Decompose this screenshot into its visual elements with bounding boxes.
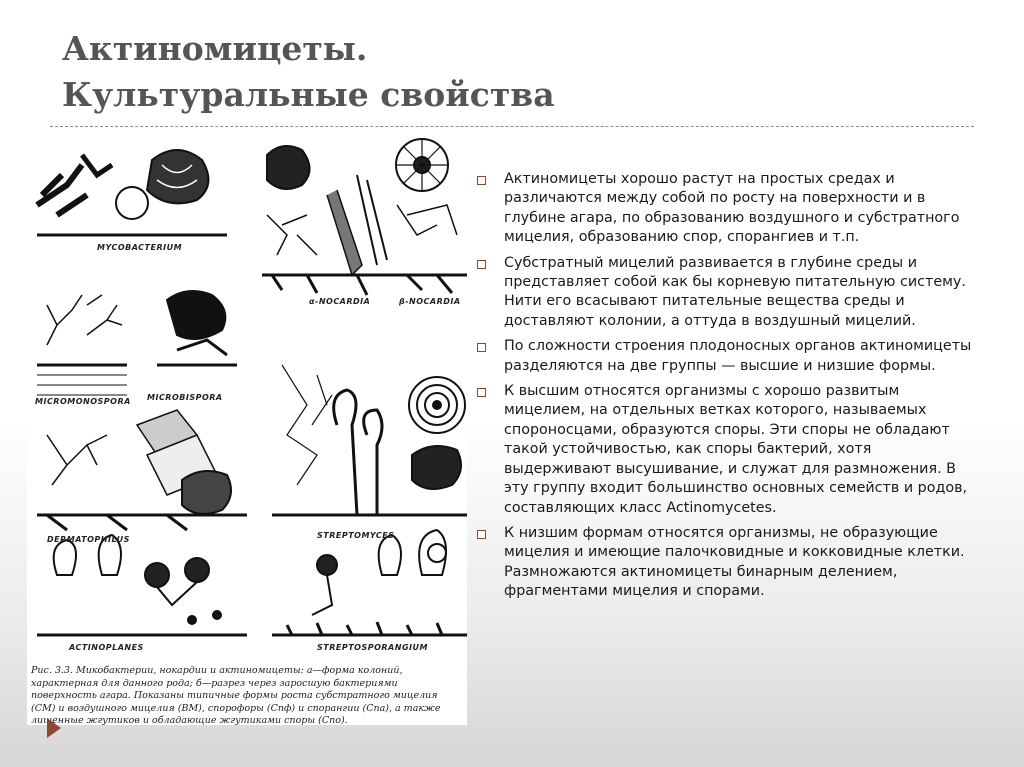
label-dermatophilus: DERMATOPHILUS — [47, 535, 130, 544]
next-slide-arrow-icon[interactable] — [47, 718, 61, 738]
label-mycobacterium: MYCOBACTERIUM — [97, 243, 183, 252]
nocardia-colony — [267, 146, 310, 189]
colony-circle — [116, 187, 148, 219]
label-actinoplanes: ACTINOPLANES — [69, 643, 144, 652]
colony-folded — [147, 150, 208, 203]
bullet-item — [477, 337, 982, 376]
bullet-item — [477, 254, 982, 332]
square-bullet-icon — [477, 260, 486, 269]
label-a-nocardia: α-NOCARDIA — [309, 297, 371, 306]
title-divider — [50, 126, 974, 127]
label-b-nocardia: β-NOCARDIA — [399, 297, 461, 306]
micromonospora-colony — [167, 291, 225, 339]
bullet-text: По сложности строения плодоносных органов актиномицеты разделяются на две группы — высшие и низшие формы. — [504, 338, 972, 374]
slide-title-line1: Актиномицеты. — [62, 29, 368, 68]
actinomycetes-figure — [27, 135, 467, 725]
bullet-text: К низшим формам относятся организмы, не образующие мицелия и имеющие палочковидные и кокковидные клетки. Размножаются актиномицеты бинарным делением, фрагментами мицелия и спорами. — [504, 524, 965, 600]
square-bullet-icon — [477, 388, 486, 397]
bullet-item — [477, 170, 982, 248]
bullet-text: Актиномицеты хорошо растут на простых средах и различаются между собой по росту на поверхности и в глубине агара, по образованию воздушного и субстратного мицелия, образованию спор, спорангиев и т.п. — [504, 171, 960, 246]
slide-title-line2: Культуральные свойства — [62, 75, 555, 114]
bullet-text: Субстратный мицелий развивается в глубине среды и представляет собой как бы корневую питательную систему. Нити его всасывают питательные вещества среды и доставляют колонии, а оттуда в воздушный мицелий. — [504, 254, 966, 329]
slide-title — [62, 26, 555, 118]
bullet-item — [477, 524, 982, 602]
label-streptosporangium: STREPTOSPORANGIUM — [317, 643, 428, 652]
label-micromonospora: MICROMONOSPORA — [35, 397, 131, 406]
square-bullet-icon — [477, 176, 486, 185]
bullet-list — [477, 170, 982, 608]
rod-cells — [37, 165, 87, 215]
bullet-text: К высшим относятся организмы с хорошо развитым мицелием, на отдельных ветках которого, называемых спороносцами, образуются споры. Эти споры не обладают такой устойчивостью, как споры бактерий, хотя выдерживают высушивание, и служат для размножения. В эту группу входит большинство основных семейств и родов, составляющих класс Actinomycetes. — [504, 383, 968, 516]
label-streptomyces: STREPTOMYCES — [317, 531, 395, 540]
bullet-item — [477, 382, 982, 518]
square-bullet-icon — [477, 530, 486, 539]
label-microbispora: MICROBISPORA — [147, 393, 223, 402]
figure-caption: Рис. 3.3. Микобактерии, нокардии и актиномицеты: а—форма колоний, характерная для данного рода; б—разрез через заросшую бактериями поверхность агара. Показаны типичные формы роста субстратного мицелия (СМ) и воздушного мицелия (ВМ), спорофоры (Спф) и спорангии (Спа), а также лишенные жгутиков и обладающие жгутиками споры (Спо). — [31, 665, 441, 726]
square-bullet-icon — [477, 343, 486, 352]
